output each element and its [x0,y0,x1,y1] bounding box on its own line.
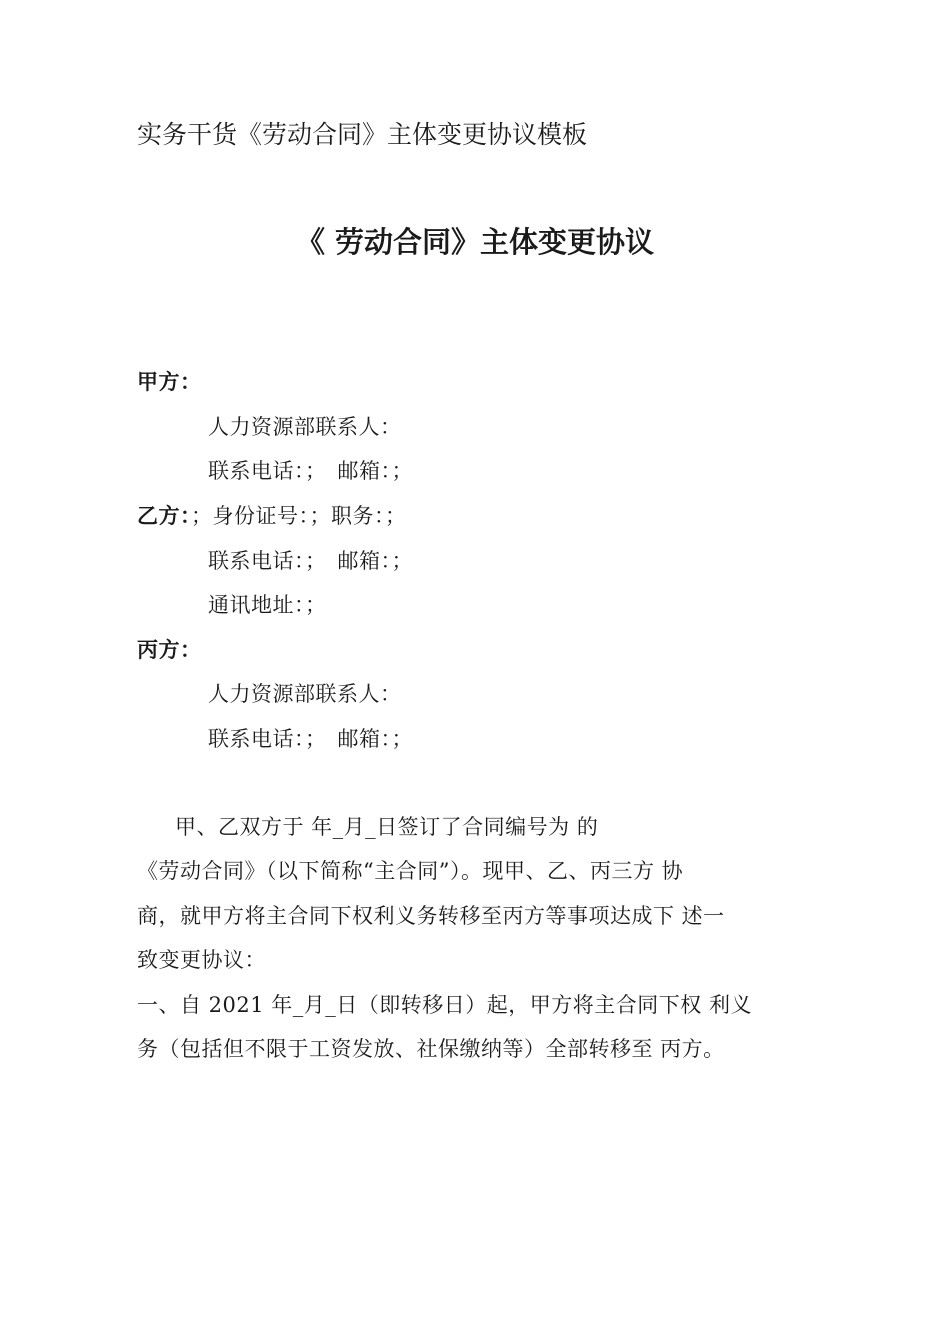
party-b-row [137,502,407,530]
body-line: 《劳动合同》（以下简称“主合同”）。现甲、乙、丙三方 协 [137,859,684,883]
party-a-label: 甲方： [137,370,202,394]
party-c-label: 丙方： [137,638,202,662]
clause-1-line: 务（包括但不限于工资发放、社保缴纳等）全部转移至 丙方。 [137,1037,725,1061]
agreement-title: 《 劳动合同》主体变更协议 [295,225,655,259]
party-b-phone-email: 联系电话：； 邮箱：； [208,549,413,573]
party-b-id-position: ；身份证号：；职务：； [191,504,407,528]
body-line: 商，就甲方将主合同下权利义务转移至丙方等事项达成下 述一 [137,904,725,928]
party-b-label: 乙方： [137,504,191,528]
party-c-hr-contact: 人力资源部联系人： [208,682,402,706]
document-heading: 实务干货《劳动合同》主体变更协议模板 [137,120,588,149]
party-a-hr-contact: 人力资源部联系人： [208,415,402,439]
party-b-address: 通讯地址：； [208,593,327,617]
party-c-phone-email: 联系电话：； 邮箱：； [208,727,413,751]
body-line: 甲、乙双方于 年_月_日签订了合同编号为 的 [175,815,599,839]
clause-1-line: 一、自 2021 年_月_日（即转移日）起，甲方将主合同下权 利义 [137,993,752,1017]
body-line: 致变更协议： [137,948,266,972]
party-a-phone-email: 联系电话：； 邮箱：； [208,459,413,483]
